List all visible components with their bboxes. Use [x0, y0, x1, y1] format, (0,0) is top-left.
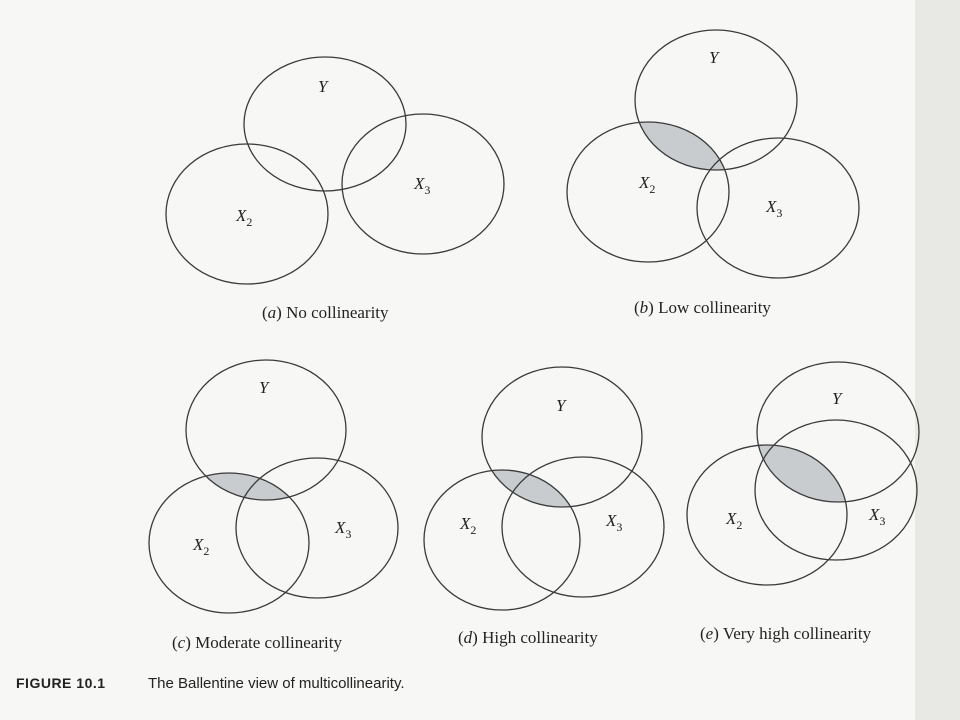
panel-b: [567, 30, 859, 317]
caption-e: (e) Very high collinearity: [700, 624, 872, 643]
label-y: Y: [259, 378, 269, 397]
label-x2: $X_2$: [236, 206, 253, 229]
label-x3: $X_3$: [335, 518, 352, 541]
label-y: Y: [556, 396, 566, 415]
panel-a: [166, 57, 504, 322]
overlap-shade: [757, 362, 919, 502]
panel-e: [687, 362, 919, 643]
label-x2: $X_2$: [726, 509, 743, 532]
overlap-shade: [482, 367, 642, 507]
circle-x2: [166, 144, 328, 284]
label-x2: $X_2$: [193, 535, 210, 558]
label-x3: $X_3$: [606, 511, 623, 534]
figure-caption-text: The Ballentine view of multicollinearity.: [148, 675, 405, 692]
caption-c: (c) Moderate collinearity: [172, 633, 342, 652]
label-x3: $X_3$: [869, 505, 886, 528]
label-x2: $X_2$: [639, 173, 656, 196]
label-y: Y: [832, 389, 842, 408]
figure-number: FIGURE 10.1: [16, 675, 106, 691]
label-x3: $X_3$: [766, 197, 783, 220]
panel-d: [424, 367, 664, 647]
label-x3: $X_3$: [414, 174, 431, 197]
caption-b: (b) Low collinearity: [634, 298, 771, 317]
page-edge: [915, 0, 960, 720]
panel-c: [149, 360, 398, 652]
figure-caption: [16, 675, 405, 692]
caption-d: (d) High collinearity: [458, 628, 598, 647]
label-y: Y: [709, 48, 719, 67]
label-x2: $X_2$: [460, 514, 477, 537]
label-y: Y: [318, 77, 328, 96]
caption-a: (a) No collinearity: [262, 303, 389, 322]
